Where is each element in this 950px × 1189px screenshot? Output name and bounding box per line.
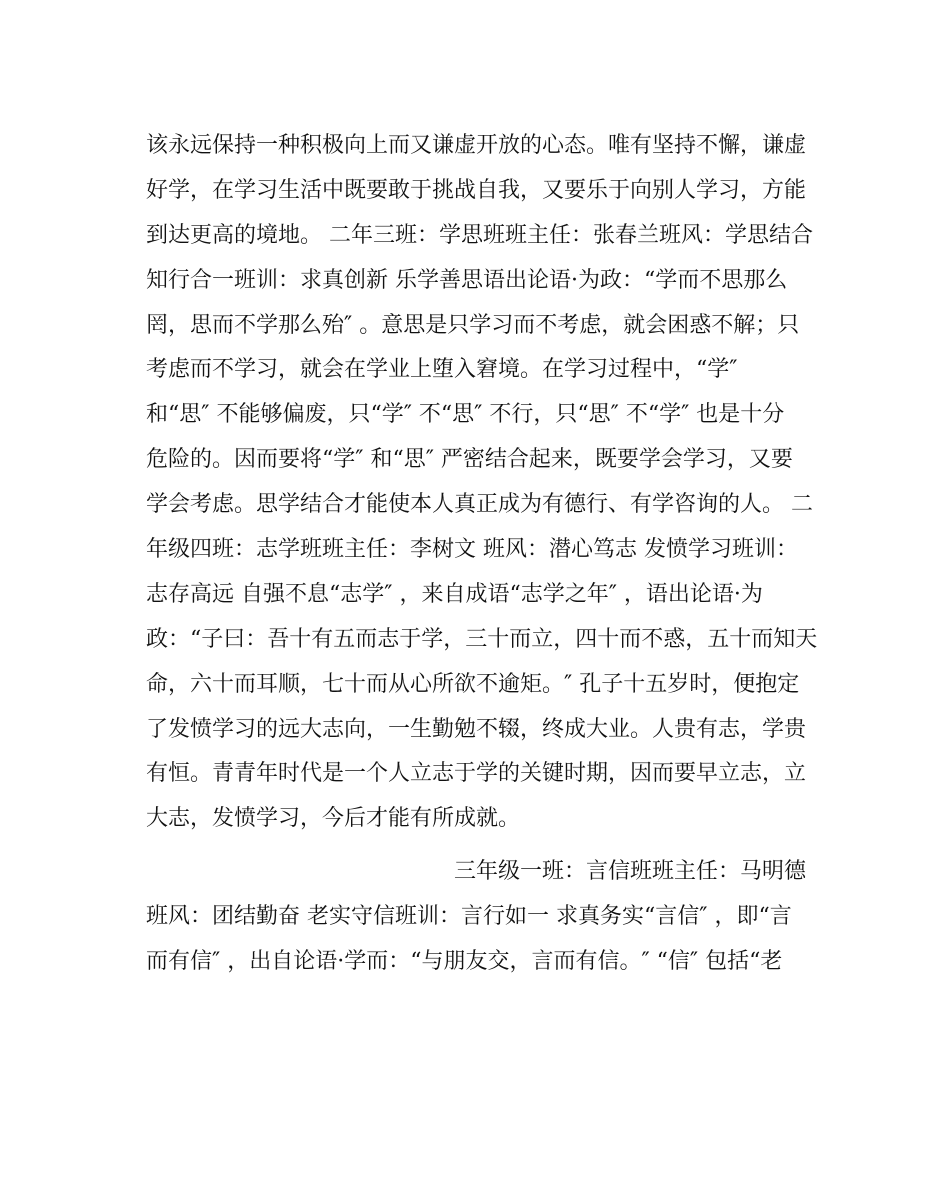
text-line: 命，六十而耳顺，七十而从心所欲不逾矩。″ 孔子十五岁时，便抱定 (146, 671, 800, 697)
text-line: 该永远保持一种积极向上而又谦虚开放的心态。唯有坚持不懈，谦虚 (146, 133, 807, 158)
text-line: 而有信″ ，出自论语·学而：“与朋友交，言而有信。″ “信″ 包括“老 (146, 949, 783, 975)
text-line: 罔，思而不学那么殆″ 。意思是只学习而不考虑，就会困惑不解；只 (146, 312, 800, 338)
text-line: 危险的。因而要将“学″ 和“思″ 严密结合起来，既要学会学习，又要 (146, 447, 793, 473)
text-line: 大志，发愤学习，今后才能有所成就。 (146, 806, 521, 832)
section-heading-line: 三年级一班：言信班班主任：马明德 (453, 859, 806, 885)
body-text (146, 124, 826, 985)
text-line: 好学，在学习生活中既要敢于挑战自我，又要乐于向别人学习，方能 (146, 177, 807, 203)
text-line: 学会考虑。思学结合才能使本人真正成为有德行、有学咨询的人。 二 (146, 492, 813, 518)
text-line: 志存高远 自强不息“志学″ ，来自成语“志学之年″ ，语出论语·为 (146, 581, 763, 607)
text-line: 班风：团结勤奋 老实守信班训：言行如一 求真务实“言信″ ，即“言 (146, 904, 792, 930)
text-line: 和“思″ 不能够偏废，只“学″ 不“思″ 不行，只“思″ 不“学″ 也是十分 (146, 402, 785, 428)
text-line: 年级四班：志学班班主任：李树文 班风：潜心笃志 发愤学习班训： (146, 537, 798, 563)
text-line: 到达更高的境地。 二年三班：学思班班主任：张春兰班风：学思结合 (146, 222, 813, 248)
text-line: 有恒。青青年时代是一个人立志于学的关键时期，因而要早立志，立 (146, 761, 807, 787)
text-line: 知行合一班训：求真创新 乐学善思语出论语·为政：“学而不思那么 (146, 267, 788, 293)
text-line: 考虑而不学习，就会在学业上堕入窘境。在学习过程中，“学″ (146, 357, 738, 383)
text-line: 政：“子曰：吾十有五而志于学，三十而立，四十而不惑，五十而知天 (146, 626, 818, 652)
text-line: 了发愤学习的远大志向，一生勤勉不辍，终成大业。人贵有志，学贵 (146, 716, 807, 742)
